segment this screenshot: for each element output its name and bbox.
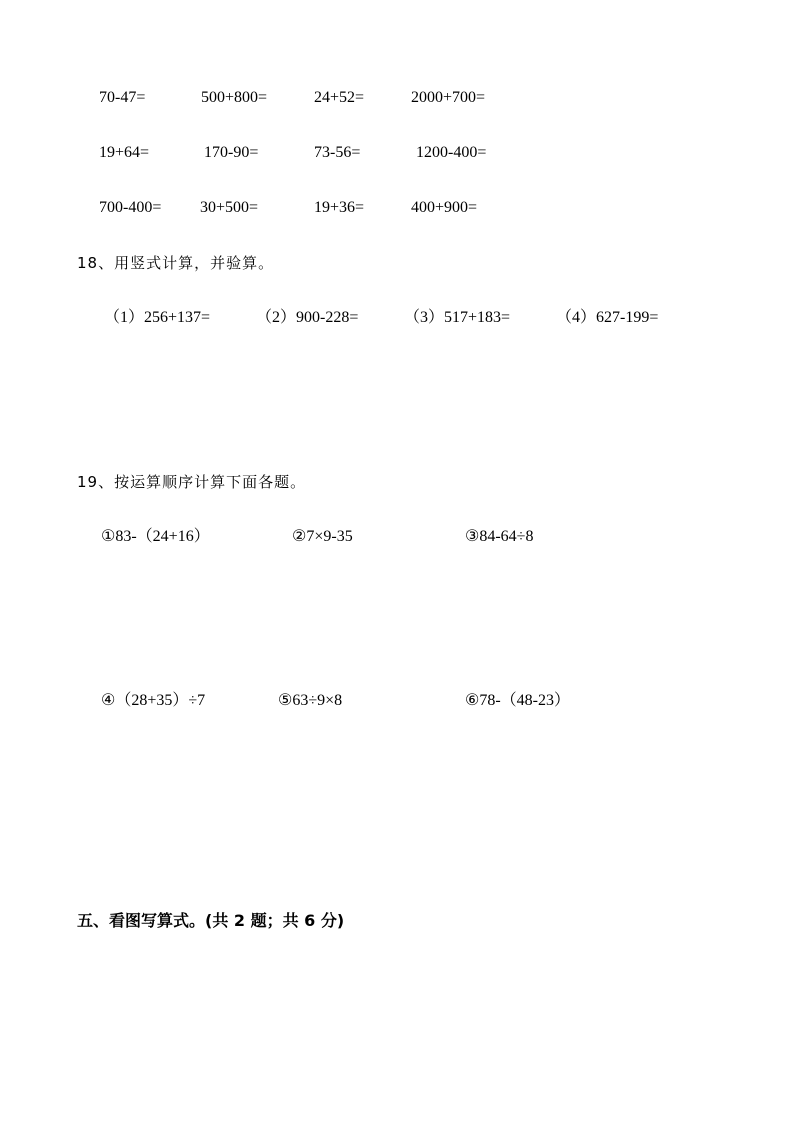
q19-item-6: ⑥78-（48-23） [465,692,571,709]
q19-item-2: ②7×9-35 [292,528,353,545]
oral-calc-r1-c1: 70-47= [99,89,146,106]
oral-calc-r2-c2: 170-90= [204,144,259,161]
section-5-title: 五、看图写算式。(共 2 题；共 6 分) [77,911,345,930]
oral-calc-r3-c3: 19+36= [314,199,365,216]
oral-calc-r3-c1: 700-400= [99,199,162,216]
q19-item-5: ⑤63÷9×8 [278,692,343,709]
q19-item-1: ①83-（24+16） [101,528,210,545]
q18-item-3: （3）517+183= [404,309,511,326]
oral-calc-r1-c4: 2000+700= [411,89,486,106]
q18-title: 18、用竖式计算，并验算。 [77,254,275,272]
q18-item-2: （2）900-228= [256,309,359,326]
q19-item-4: ④（28+35）÷7 [101,692,206,709]
oral-calc-r3-c2: 30+500= [200,199,259,216]
oral-calc-r1-c3: 24+52= [314,89,365,106]
oral-calc-r2-c3: 73-56= [314,144,361,161]
oral-calc-r1-c2: 500+800= [201,89,268,106]
oral-calc-r2-c1: 19+64= [99,144,150,161]
oral-calc-r2-c4: 1200-400= [416,144,487,161]
q18-item-4: （4）627-199= [556,309,659,326]
oral-calc-r3-c4: 400+900= [411,199,478,216]
q19-title: 19、按运算顺序计算下面各题。 [77,473,307,491]
q18-item-1: （1）256+137= [104,309,211,326]
q19-item-3: ③84-64÷8 [465,528,534,545]
